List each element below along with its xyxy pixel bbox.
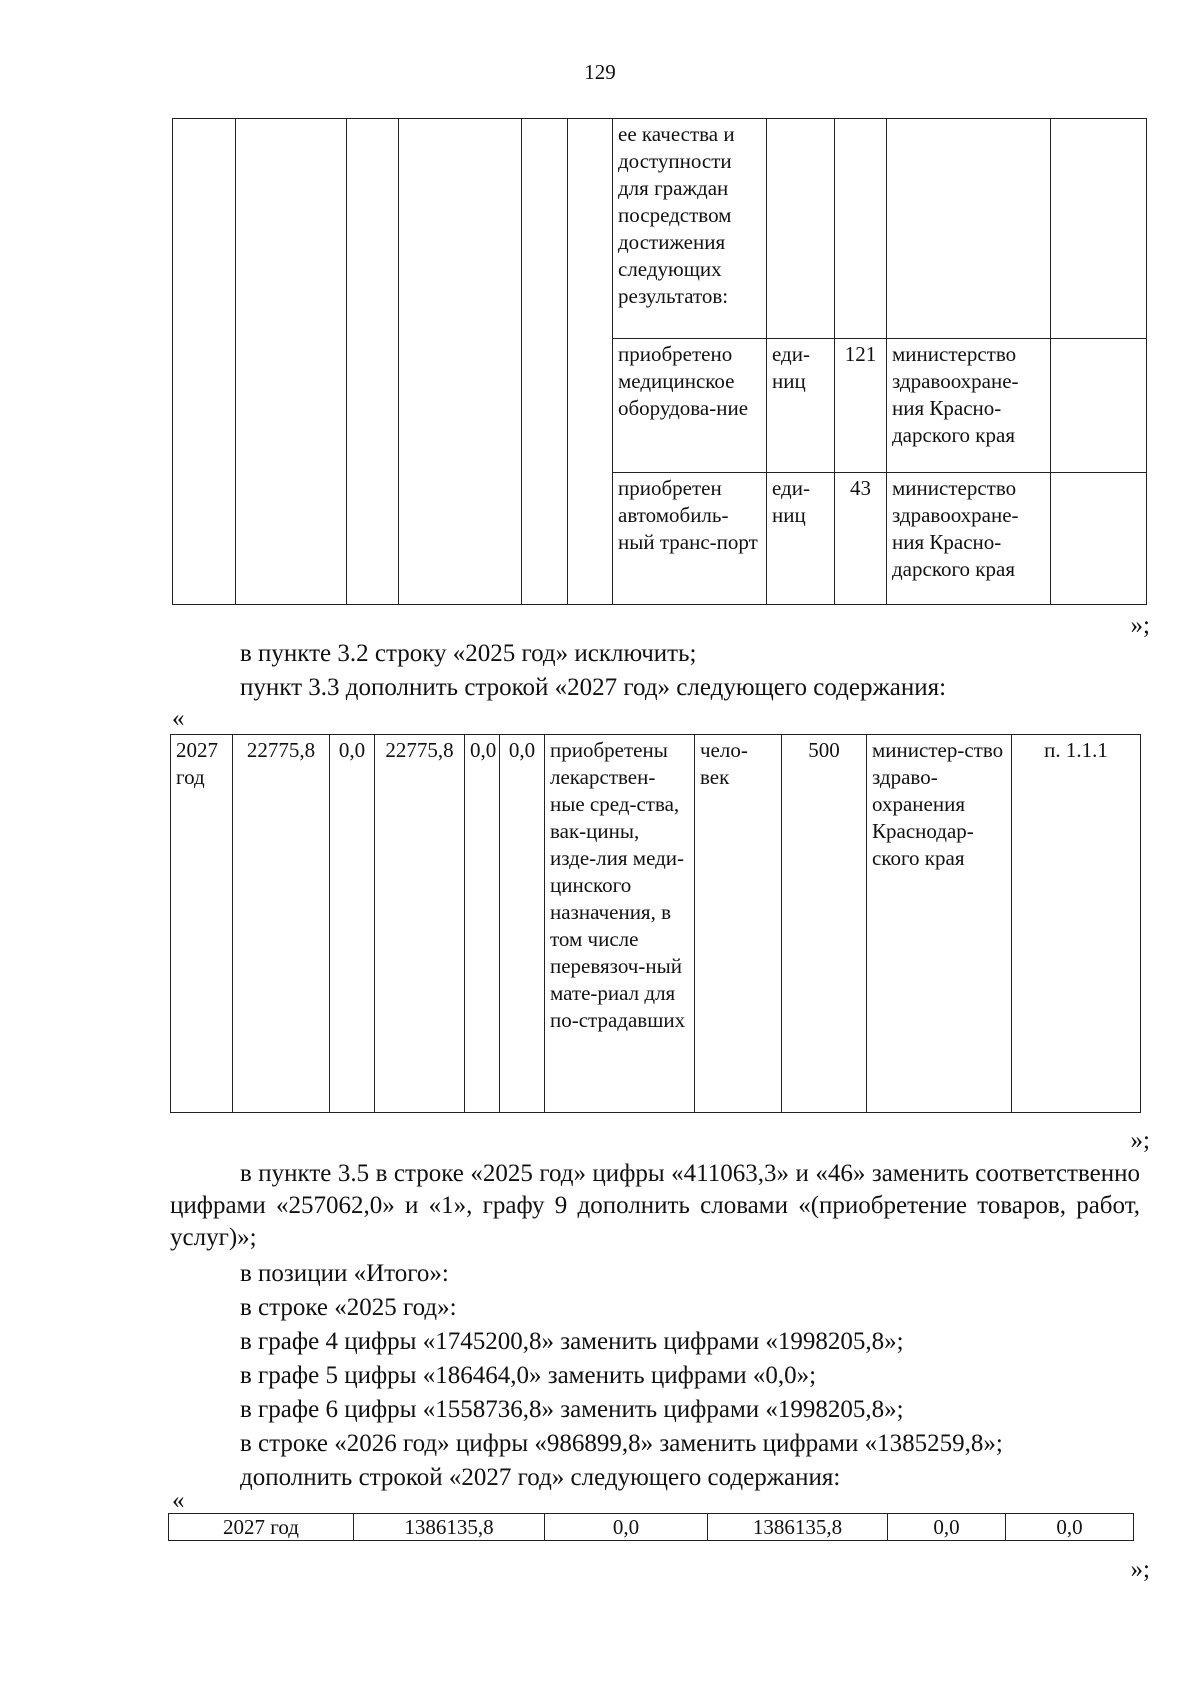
paragraph-3-2: в пункте 3.2 строку «2025 год» исключить; <box>240 640 697 667</box>
indicator-cell: ее качества и доступности для граждан посредством достижения следующих результатов: <box>613 119 767 339</box>
continuation-table <box>172 118 1147 605</box>
value-cell: 0,0 <box>465 735 500 1113</box>
closing-quote: »; <box>1130 1556 1150 1583</box>
value-cell: 43 <box>835 473 887 605</box>
text-line: в графе 4 цифры «1745200,8» заменить цифрами «1998205,8»; <box>240 1328 904 1355</box>
closing-quote: »; <box>1130 612 1150 639</box>
executor-cell: министерство здравоохране-ния Красно-дарского края <box>887 473 1051 605</box>
table-row <box>171 735 1141 1113</box>
text-line: дополнить строкой «2027 год» следующего содержания: <box>240 1464 841 1491</box>
text-line: в строке «2026 год» цифры «986899,8» заменить цифрами «1385259,8»; <box>240 1430 1003 1457</box>
value-cell: 0,0 <box>330 735 375 1113</box>
total-cell: 22775,8 <box>233 735 330 1113</box>
value-cell: 121 <box>835 339 887 473</box>
text-line: в строке «2025 год»: <box>240 1294 457 1321</box>
year-cell: 2027 год <box>171 735 233 1113</box>
opening-quote: « <box>172 705 185 732</box>
value-cell: 0,0 <box>545 1514 708 1541</box>
indicator-cell: приобретен автомобиль-ный транс-порт <box>613 473 767 605</box>
paragraph-3-5: в пункте 3.5 в строке «2025 год» цифры «411063,3» и «46» заменить соответственно цифрами «257062,0» и «1», графу 9 дополнить словами «(приобретение товаров, работ, услуг)»; <box>170 1160 1140 1251</box>
value-cell: 0,0 <box>500 735 545 1113</box>
value-cell: 22775,8 <box>375 735 465 1113</box>
table-row <box>173 119 1147 339</box>
row-2027-table <box>170 734 1141 1113</box>
unit-cell: еди-ниц <box>767 339 835 473</box>
indicator-cell: приобретено медицинское оборудова-ние <box>613 339 767 473</box>
indicator-cell: приобретены лекарствен-ные сред-ства, вак-цины, изде-лия меди-цинского назначения, в том числе перевязоч-ный мате-риал для по-страдавших <box>545 735 695 1113</box>
year-cell: 2027 год <box>169 1514 354 1541</box>
value-cell: 500 <box>782 735 867 1113</box>
total-row-table <box>168 1513 1134 1541</box>
unit-cell: чело-век <box>695 735 782 1113</box>
text-line: в позиции «Итого»: <box>240 1260 449 1287</box>
text-line: в графе 5 цифры «186464,0» заменить цифрами «0,0»; <box>240 1362 817 1389</box>
value-cell: 0,0 <box>888 1514 1006 1541</box>
value-cell: 0,0 <box>1006 1514 1134 1541</box>
text-line: в графе 6 цифры «1558736,8» заменить цифрами «1998205,8»; <box>240 1396 904 1423</box>
page-number: 129 <box>584 60 616 84</box>
value-cell: 1386135,8 <box>708 1514 888 1541</box>
table-row <box>169 1514 1134 1541</box>
opening-quote: « <box>172 1487 185 1514</box>
unit-cell: еди-ниц <box>767 473 835 605</box>
closing-quote: »; <box>1130 1127 1150 1154</box>
note-cell: п. 1.1.1 <box>1012 735 1141 1113</box>
executor-cell: министер-ство здраво-охранения Краснодар-ского края <box>867 735 1012 1113</box>
paragraph-3-3: пункт 3.3 дополнить строкой «2027 год» следующего содержания: <box>240 674 947 701</box>
value-cell: 1386135,8 <box>354 1514 545 1541</box>
executor-cell: министерство здравоохране-ния Красно-дарского края <box>887 339 1051 473</box>
